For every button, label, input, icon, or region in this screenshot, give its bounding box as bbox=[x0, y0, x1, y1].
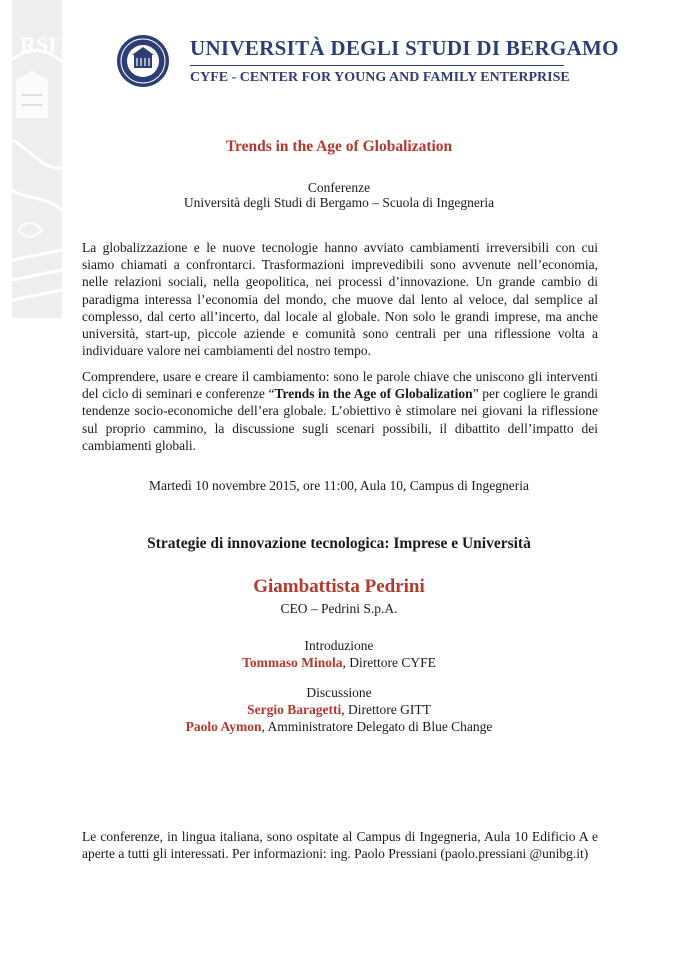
intro-paragraph: La globalizzazione e le nuove tecnologie hanno avviato cambiamenti irreversibili con cui siamo chiamati a confrontarci. Trasformazioni imprevedibili sono avvenute nell’economia, nelle relazioni sociali, nella geopolitica, nei processi d’innovazione. Un grande cambio di paradigma interessa l’economia del mondo, che muove dal lento al veloce, dal semplice al complesso, dal certo all’incerto, dal locale al globale. Non solo le grandi imprese, ma anche università, start-up, piccole aziende e comunità sono centrali per una riflessione volta a individuare valore nei cambiamenti del nostro tempo. bbox=[82, 240, 598, 359]
description-series-title: Trends in the Age of Globalization bbox=[274, 386, 473, 402]
series-title: Trends in the Age of Globalization bbox=[225, 138, 453, 155]
discussant-line bbox=[0, 702, 678, 718]
discussant-line bbox=[0, 719, 678, 735]
discussion-heading: Discussione bbox=[306, 685, 372, 700]
university-seal-logo bbox=[116, 34, 170, 88]
watermark-text: RSIT bbox=[20, 32, 72, 57]
introduction-line bbox=[0, 655, 678, 671]
speaker-role: CEO – Pedrini S.p.A. bbox=[280, 601, 398, 616]
description-text-after: ” per cogliere le grandi tendenze socio-economiche dell’era globale. L’obiettivo è stimolare nei giovani la riflessione sul proprio cammino, la discussione sugli scenari possibili, il dibattito dell’impatto dei cambiamenti globali. bbox=[82, 386, 598, 453]
watermark-seal-fragment bbox=[12, 0, 72, 318]
description-text-before: Comprendere, usare e creare il cambiamento: sono le parole chiave che uniscono gli interventi del ciclo di seminari e conferenze “ bbox=[82, 369, 598, 402]
footer-note: Le conferenze, in lingua italiana, sono ospitate al Campus di Ingegneria, Aula 10 Edificio A e aperte a tutti gli interessati. Per informazioni: ing. Paolo Pressiani (paolo.pressiani @unibg.it) bbox=[82, 829, 598, 861]
organizer-name: Università degli Studi di Bergamo – Scuola di Ingegneria bbox=[183, 195, 495, 210]
introducer-role: , Direttore CYFE bbox=[342, 655, 436, 670]
university-header bbox=[110, 30, 619, 92]
discussant-role: , Amministratore Delegato di Blue Change bbox=[261, 719, 493, 734]
header-divider bbox=[190, 65, 564, 66]
introduction-heading: Introduzione bbox=[304, 638, 374, 653]
center-name: CYFE - CENTER FOR YOUNG AND FAMILY ENTERPRISE bbox=[190, 70, 570, 85]
event-date: Martedì 10 novembre 2015, ore 11:00, Aula 10, Campus di Ingegneria bbox=[148, 478, 530, 493]
organizer-type: Conferenze bbox=[307, 180, 371, 195]
talk-title: Strategie di innovazione tecnologica: Imprese e Università bbox=[147, 535, 531, 552]
description-paragraph bbox=[82, 368, 598, 454]
university-name: UNIVERSITÀ DEGLI STUDI DI BERGAMO bbox=[190, 36, 619, 60]
discussant-name: Paolo Aymon bbox=[185, 719, 262, 734]
speaker-name: Giambattista Pedrini bbox=[253, 576, 425, 597]
introducer-name: Tommaso Minola bbox=[242, 655, 343, 670]
discussant-name: Sergio Baragetti bbox=[247, 702, 342, 717]
discussant-role: , Direttore GITT bbox=[341, 702, 431, 717]
